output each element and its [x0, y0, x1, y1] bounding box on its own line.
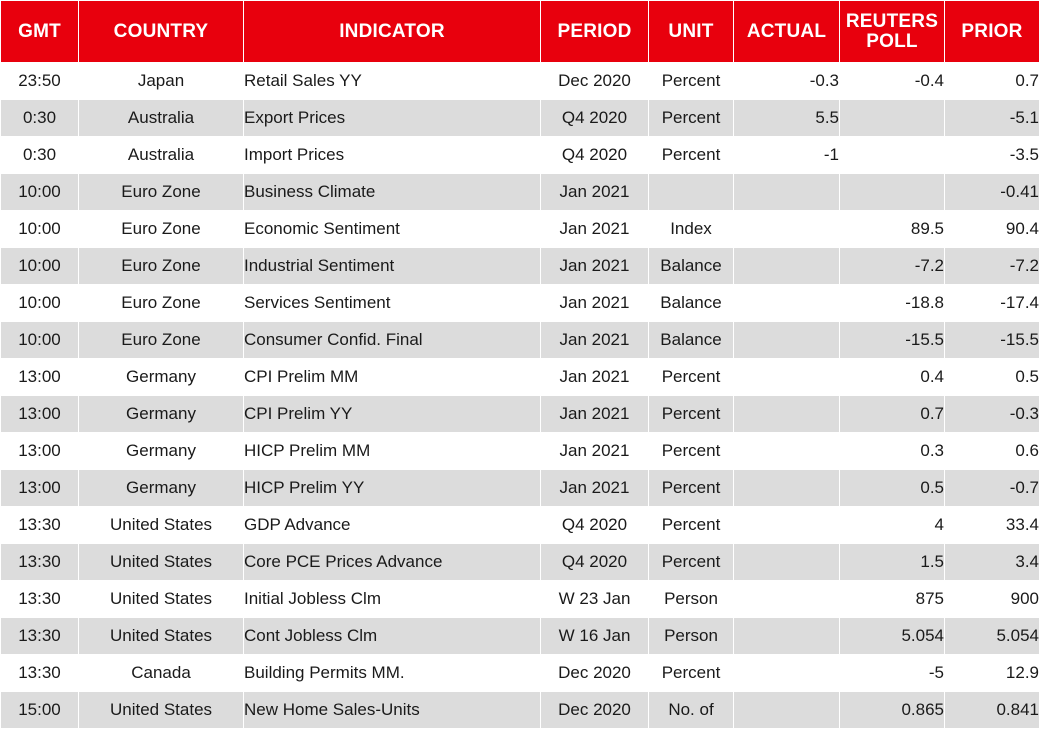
cell-gmt: 13:00 — [1, 396, 79, 433]
table-row — [1, 396, 1039, 433]
table-row — [1, 433, 1039, 470]
cell-poll: -0.4 — [840, 63, 945, 100]
cell-unit: Person — [649, 618, 734, 655]
cell-country: Euro Zone — [79, 285, 244, 322]
table-row — [1, 100, 1039, 137]
cell-indicator: HICP Prelim MM — [244, 433, 541, 470]
cell-actual — [734, 359, 840, 396]
cell-gmt: 23:50 — [1, 63, 79, 100]
cell-indicator: HICP Prelim YY — [244, 470, 541, 507]
cell-period: Jan 2021 — [541, 359, 649, 396]
cell-country: Germany — [79, 396, 244, 433]
cell-period: Jan 2021 — [541, 248, 649, 285]
cell-indicator: GDP Advance — [244, 507, 541, 544]
cell-indicator: Initial Jobless Clm — [244, 581, 541, 618]
cell-actual: 5.5 — [734, 100, 840, 137]
cell-gmt: 10:00 — [1, 285, 79, 322]
cell-poll: 0.865 — [840, 692, 945, 729]
cell-gmt: 13:30 — [1, 655, 79, 692]
cell-country: Euro Zone — [79, 248, 244, 285]
cell-actual — [734, 470, 840, 507]
cell-prior: -17.4 — [945, 285, 1039, 322]
cell-actual — [734, 581, 840, 618]
table-row — [1, 211, 1039, 248]
header-row — [1, 1, 1039, 63]
cell-prior: 0.7 — [945, 63, 1039, 100]
cell-gmt: 13:00 — [1, 359, 79, 396]
table-row — [1, 618, 1039, 655]
table-row — [1, 655, 1039, 692]
cell-unit: Balance — [649, 248, 734, 285]
cell-poll: 875 — [840, 581, 945, 618]
column-header-unit[interactable]: UNIT — [649, 1, 734, 63]
cell-period: Dec 2020 — [541, 655, 649, 692]
cell-poll: 5.054 — [840, 618, 945, 655]
table-row — [1, 322, 1039, 359]
cell-poll — [840, 174, 945, 211]
cell-poll: -15.5 — [840, 322, 945, 359]
cell-poll: -5 — [840, 655, 945, 692]
table-row — [1, 174, 1039, 211]
cell-period: Q4 2020 — [541, 137, 649, 174]
cell-period: Q4 2020 — [541, 100, 649, 137]
cell-unit: Percent — [649, 433, 734, 470]
cell-gmt: 13:00 — [1, 470, 79, 507]
table-row — [1, 137, 1039, 174]
cell-prior: -5.1 — [945, 100, 1039, 137]
cell-gmt: 15:00 — [1, 692, 79, 729]
cell-gmt: 10:00 — [1, 174, 79, 211]
cell-indicator: Services Sentiment — [244, 285, 541, 322]
cell-prior: -0.41 — [945, 174, 1039, 211]
column-header-poll[interactable]: REUTERS POLL — [840, 1, 945, 63]
cell-unit: Index — [649, 211, 734, 248]
cell-unit: Percent — [649, 63, 734, 100]
cell-unit: Percent — [649, 655, 734, 692]
cell-prior: 3.4 — [945, 544, 1039, 581]
column-header-period[interactable]: PERIOD — [541, 1, 649, 63]
cell-indicator: Export Prices — [244, 100, 541, 137]
cell-unit: No. of — [649, 692, 734, 729]
cell-actual — [734, 174, 840, 211]
cell-period: Q4 2020 — [541, 507, 649, 544]
cell-indicator: Economic Sentiment — [244, 211, 541, 248]
table-row — [1, 470, 1039, 507]
cell-period: Jan 2021 — [541, 174, 649, 211]
cell-actual — [734, 618, 840, 655]
cell-unit: Percent — [649, 470, 734, 507]
cell-period: Jan 2021 — [541, 396, 649, 433]
cell-actual — [734, 507, 840, 544]
cell-actual — [734, 285, 840, 322]
cell-unit: Percent — [649, 544, 734, 581]
cell-period: Dec 2020 — [541, 692, 649, 729]
table-header — [1, 1, 1039, 63]
cell-poll: 4 — [840, 507, 945, 544]
cell-unit: Balance — [649, 285, 734, 322]
cell-gmt: 0:30 — [1, 137, 79, 174]
cell-unit: Balance — [649, 322, 734, 359]
cell-poll: 1.5 — [840, 544, 945, 581]
cell-gmt: 0:30 — [1, 100, 79, 137]
cell-poll: 0.4 — [840, 359, 945, 396]
cell-gmt: 13:30 — [1, 507, 79, 544]
cell-period: W 23 Jan — [541, 581, 649, 618]
cell-unit: Percent — [649, 396, 734, 433]
cell-period: Jan 2021 — [541, 322, 649, 359]
cell-country: United States — [79, 581, 244, 618]
cell-country: Germany — [79, 433, 244, 470]
cell-actual — [734, 433, 840, 470]
cell-prior: -3.5 — [945, 137, 1039, 174]
table-row — [1, 248, 1039, 285]
cell-country: Euro Zone — [79, 322, 244, 359]
table-row — [1, 692, 1039, 729]
cell-indicator: Cont Jobless Clm — [244, 618, 541, 655]
cell-actual — [734, 211, 840, 248]
cell-poll: -18.8 — [840, 285, 945, 322]
table-row — [1, 285, 1039, 322]
cell-country: Canada — [79, 655, 244, 692]
cell-prior: 5.054 — [945, 618, 1039, 655]
cell-indicator: Core PCE Prices Advance — [244, 544, 541, 581]
cell-prior: 90.4 — [945, 211, 1039, 248]
cell-actual — [734, 396, 840, 433]
cell-indicator: New Home Sales-Units — [244, 692, 541, 729]
cell-unit: Person — [649, 581, 734, 618]
cell-period: Jan 2021 — [541, 470, 649, 507]
table-body — [1, 63, 1039, 729]
cell-unit: Percent — [649, 100, 734, 137]
cell-unit: Percent — [649, 137, 734, 174]
cell-poll — [840, 137, 945, 174]
cell-prior: 0.841 — [945, 692, 1039, 729]
cell-actual — [734, 322, 840, 359]
column-header-country[interactable]: COUNTRY — [79, 1, 244, 63]
cell-country: Australia — [79, 100, 244, 137]
column-header-prior[interactable]: PRIOR — [945, 1, 1039, 63]
table-row — [1, 359, 1039, 396]
column-header-actual[interactable]: ACTUAL — [734, 1, 840, 63]
cell-gmt: 13:30 — [1, 618, 79, 655]
cell-prior: -7.2 — [945, 248, 1039, 285]
cell-period: Jan 2021 — [541, 285, 649, 322]
cell-gmt: 10:00 — [1, 322, 79, 359]
cell-period: Q4 2020 — [541, 544, 649, 581]
cell-prior: -0.7 — [945, 470, 1039, 507]
cell-unit: Percent — [649, 359, 734, 396]
cell-poll — [840, 100, 945, 137]
cell-period: Jan 2021 — [541, 433, 649, 470]
cell-poll: -7.2 — [840, 248, 945, 285]
cell-period: Dec 2020 — [541, 63, 649, 100]
cell-actual — [734, 544, 840, 581]
cell-country: United States — [79, 618, 244, 655]
table-row — [1, 63, 1039, 100]
cell-country: United States — [79, 507, 244, 544]
cell-prior: -15.5 — [945, 322, 1039, 359]
cell-gmt: 13:30 — [1, 544, 79, 581]
cell-indicator: Business Climate — [244, 174, 541, 211]
table-row — [1, 544, 1039, 581]
cell-gmt: 10:00 — [1, 248, 79, 285]
cell-prior: 33.4 — [945, 507, 1039, 544]
cell-indicator: CPI Prelim MM — [244, 359, 541, 396]
cell-period: W 16 Jan — [541, 618, 649, 655]
cell-country: United States — [79, 692, 244, 729]
cell-actual — [734, 248, 840, 285]
cell-prior: 0.5 — [945, 359, 1039, 396]
cell-indicator: Import Prices — [244, 137, 541, 174]
cell-indicator: CPI Prelim YY — [244, 396, 541, 433]
table-row — [1, 507, 1039, 544]
column-header-gmt[interactable]: GMT — [1, 1, 79, 63]
cell-indicator: Industrial Sentiment — [244, 248, 541, 285]
cell-country: Euro Zone — [79, 211, 244, 248]
cell-poll: 0.5 — [840, 470, 945, 507]
cell-prior: -0.3 — [945, 396, 1039, 433]
cell-gmt: 13:30 — [1, 581, 79, 618]
cell-actual — [734, 655, 840, 692]
cell-actual: -0.3 — [734, 63, 840, 100]
cell-country: Australia — [79, 137, 244, 174]
column-header-indicator[interactable]: INDICATOR — [244, 1, 541, 63]
cell-indicator: Building Permits MM. — [244, 655, 541, 692]
cell-poll: 0.3 — [840, 433, 945, 470]
cell-country: United States — [79, 544, 244, 581]
cell-unit — [649, 174, 734, 211]
cell-poll: 0.7 — [840, 396, 945, 433]
cell-country: Japan — [79, 63, 244, 100]
cell-prior: 900 — [945, 581, 1039, 618]
cell-indicator: Retail Sales YY — [244, 63, 541, 100]
cell-indicator: Consumer Confid. Final — [244, 322, 541, 359]
cell-gmt: 10:00 — [1, 211, 79, 248]
cell-prior: 0.6 — [945, 433, 1039, 470]
table-row — [1, 581, 1039, 618]
cell-poll: 89.5 — [840, 211, 945, 248]
cell-prior: 12.9 — [945, 655, 1039, 692]
cell-country: Germany — [79, 359, 244, 396]
cell-period: Jan 2021 — [541, 211, 649, 248]
cell-country: Germany — [79, 470, 244, 507]
cell-actual — [734, 692, 840, 729]
cell-country: Euro Zone — [79, 174, 244, 211]
cell-actual: -1 — [734, 137, 840, 174]
cell-gmt: 13:00 — [1, 433, 79, 470]
cell-unit: Percent — [649, 507, 734, 544]
